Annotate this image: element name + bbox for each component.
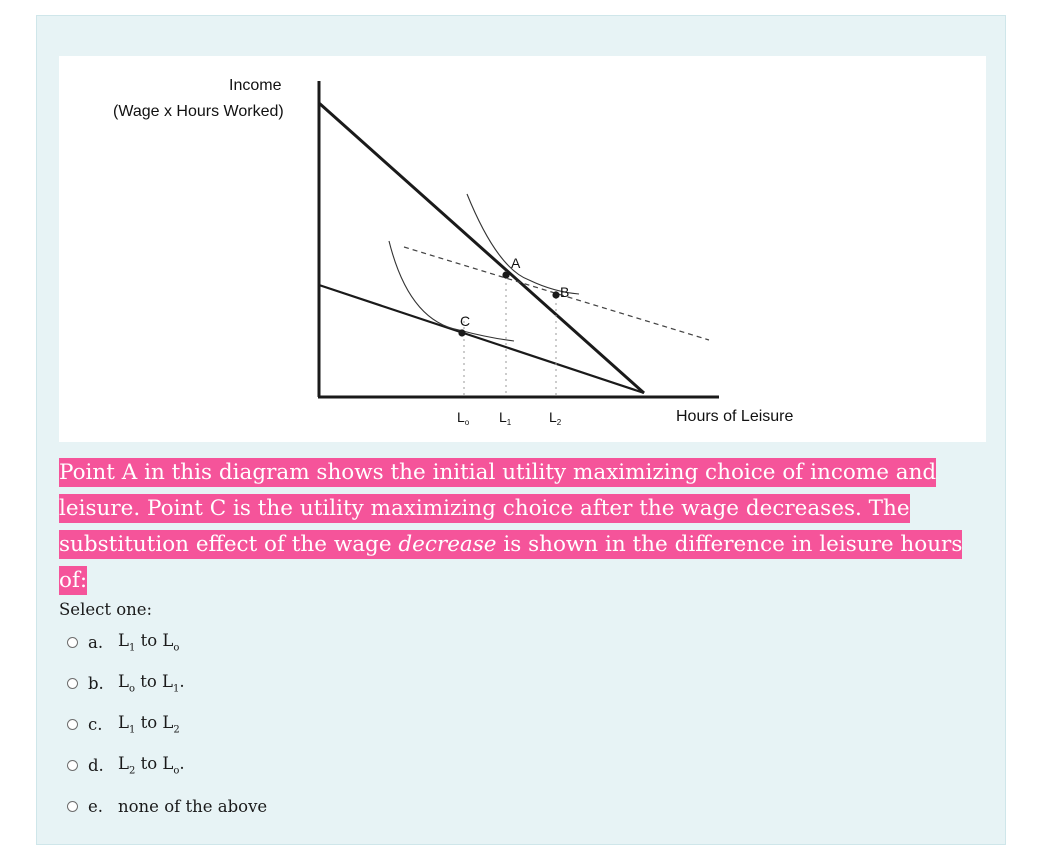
option-text: $L_1$ to $L_2$ bbox=[118, 712, 180, 736]
question-line-2: leisure. Point C is the utility maximizing choice after the wage decreases. The bbox=[59, 496, 910, 521]
option-a[interactable] bbox=[67, 628, 367, 656]
tick-label-l0: $L_o$ bbox=[457, 409, 470, 427]
question-card bbox=[36, 15, 1006, 845]
option-e[interactable] bbox=[67, 792, 367, 820]
indifference-curve-low bbox=[389, 241, 514, 341]
diagram-svg bbox=[59, 56, 986, 442]
option-letter: d. bbox=[88, 755, 104, 775]
radio-button[interactable] bbox=[67, 719, 78, 730]
indifference-curve-high bbox=[467, 194, 579, 294]
point-a bbox=[502, 271, 509, 278]
option-letter: a. bbox=[88, 632, 104, 652]
option-text: none of the above bbox=[118, 796, 268, 816]
point-b bbox=[552, 291, 559, 298]
x-axis-label: Hours of Leisure bbox=[676, 408, 794, 425]
tick-label-l2: $L_2$ bbox=[549, 409, 562, 427]
y-axis-label-line1: Income bbox=[229, 77, 282, 94]
point-b-label: B bbox=[560, 284, 570, 300]
question-line-1: Point A in this diagram shows the initial utility maximizing choice of income and bbox=[59, 460, 937, 485]
emphasis-decrease: decrease bbox=[398, 532, 497, 557]
budget-constraint-diagram bbox=[59, 56, 986, 442]
option-text: $L_o$ to $L_1$. bbox=[118, 671, 185, 695]
new-budget-line bbox=[319, 285, 644, 393]
point-c-label: C bbox=[460, 313, 471, 329]
tick-label-l1: $L_1$ bbox=[499, 409, 512, 427]
option-text: $L_2$ to $L_o$. bbox=[118, 753, 185, 777]
point-c bbox=[458, 329, 465, 336]
option-letter: e. bbox=[88, 796, 104, 816]
option-text: $L_1$ to $L_o$ bbox=[118, 630, 180, 654]
point-a-label: A bbox=[511, 255, 521, 271]
option-letter: c. bbox=[88, 714, 103, 734]
radio-button[interactable] bbox=[67, 801, 78, 812]
option-b[interactable] bbox=[67, 669, 367, 697]
option-d[interactable] bbox=[67, 751, 367, 779]
radio-button[interactable] bbox=[67, 678, 78, 689]
y-axis-label-line2: (Wage x Hours Worked) bbox=[113, 103, 284, 120]
radio-button[interactable] bbox=[67, 760, 78, 771]
option-c[interactable] bbox=[67, 710, 367, 738]
question-text bbox=[59, 455, 974, 599]
option-letter: b. bbox=[88, 673, 104, 693]
radio-button[interactable] bbox=[67, 637, 78, 648]
select-one-prompt: Select one: bbox=[59, 600, 153, 619]
initial-budget-line bbox=[319, 103, 644, 393]
question-line-3: substitution effect of the wage decrease is shown in the difference in leisure hours of: bbox=[59, 532, 963, 593]
